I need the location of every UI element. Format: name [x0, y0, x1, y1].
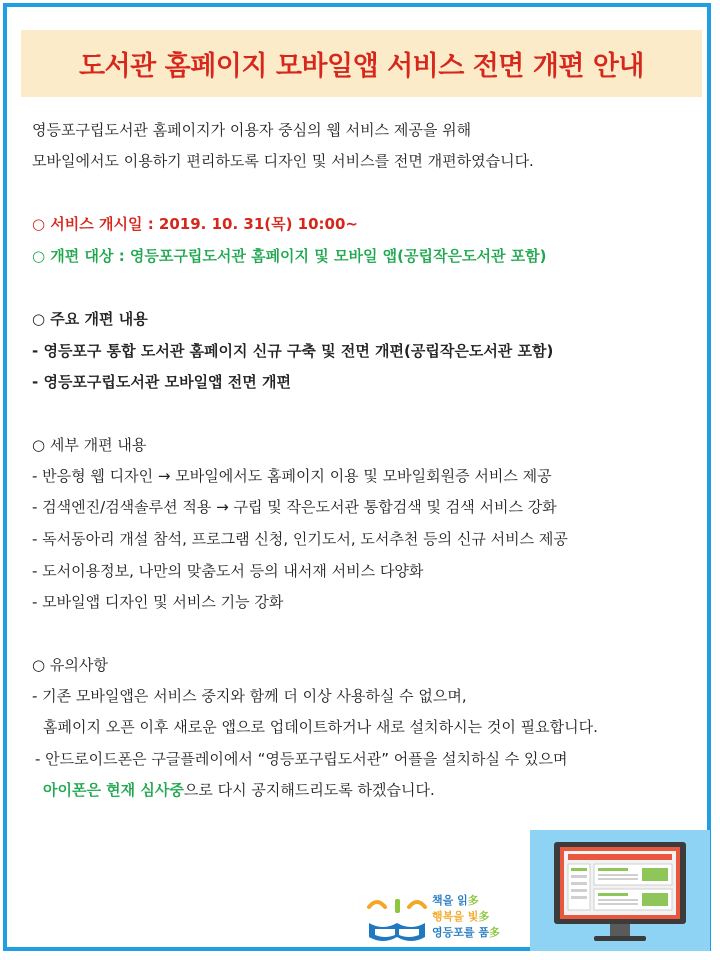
- notice-line-1: - 기존 모바일앱은 서비스 중지와 함께 더 이상 사용하실 수 없으며,: [32, 687, 467, 705]
- main-item: - 영등포구 통합 도서관 홈페이지 신규 구축 및 전면 개편(공립작은도서관 포함): [32, 342, 554, 360]
- slogan-line-1: 책을 읽: [432, 894, 468, 907]
- intro-line-1: 영등포구립도서관 홈페이지가 이용자 중심의 웹 서비스 제공을 위해: [32, 121, 472, 139]
- renewal-target: ○ 개편 대상 : 영등포구립도서관 홈페이지 및 모바일 앱(공립작은도서관 포함): [32, 247, 547, 265]
- monitor-icon: [530, 830, 710, 951]
- slogan-mark: 多: [478, 910, 490, 923]
- service-start-date: ○ 서비스 개시일 : 2019. 10. 31(목) 10:00~: [32, 215, 358, 233]
- detail-item: - 도서이용정보, 나만의 맞춤도서 등의 내서재 서비스 다양화: [32, 562, 424, 580]
- ios-review-notice: 아이폰은 현재 심사중: [43, 781, 184, 799]
- detail-item: - 모바일앱 디자인 및 서비스 기능 강화: [32, 593, 284, 611]
- detail-item: - 독서동아리 개설 참석, 프로그램 신청, 인기도서, 도서추천 등의 신규 서비스 제공: [32, 530, 568, 548]
- title-banner: [21, 30, 702, 97]
- notice-line-4-rest: 으로 다시 공지해드리도록 하겠습니다.: [183, 781, 435, 799]
- notice-line-3: - 안드로이드폰은 구글플레이에서 “영등포구립도서관” 어플을 설치하실 수 있으며: [35, 750, 568, 768]
- intro-line-2: 모바일에서도 이용하기 편리하도록 디자인 및 서비스를 전면 개편하였습니다.: [32, 152, 534, 170]
- monitor-illustration: [530, 830, 710, 951]
- detail-item: - 반응형 웹 디자인 → 모바일에서도 홈페이지 이용 및 모바일회원증 서비스 제공: [32, 467, 552, 485]
- detail-item: - 검색엔진/검색솔루션 적용 → 구립 및 작은도서관 통합검색 및 검색 서비스 강화: [32, 498, 557, 516]
- page-title: 도서관 홈페이지 모바일앱 서비스 전면 개편 안내: [78, 51, 645, 82]
- slogan-line-2: 행복을 빛: [432, 910, 479, 923]
- logo-slogan: [432, 893, 500, 941]
- main-item: - 영등포구립도서관 모바일앱 전면 개편: [32, 373, 291, 391]
- slogan-mark: 多: [467, 894, 479, 907]
- notice-line-2: 홈페이지 오픈 이후 새로운 앱으로 업데이트하거나 새로 설치하시는 것이 필요합니다.: [43, 718, 598, 736]
- notice-line-4: [32, 780, 435, 800]
- detail-section-heading: ○ 세부 개편 내용: [32, 436, 147, 454]
- book-logo-icon: [365, 893, 431, 951]
- slogan-line-3: 영등포를 품: [432, 926, 489, 939]
- slogan-mark: 多: [488, 926, 500, 939]
- notice-section-heading: ○ 유의사항: [32, 656, 108, 674]
- main-section-heading: ○ 주요 개편 내용: [32, 310, 148, 328]
